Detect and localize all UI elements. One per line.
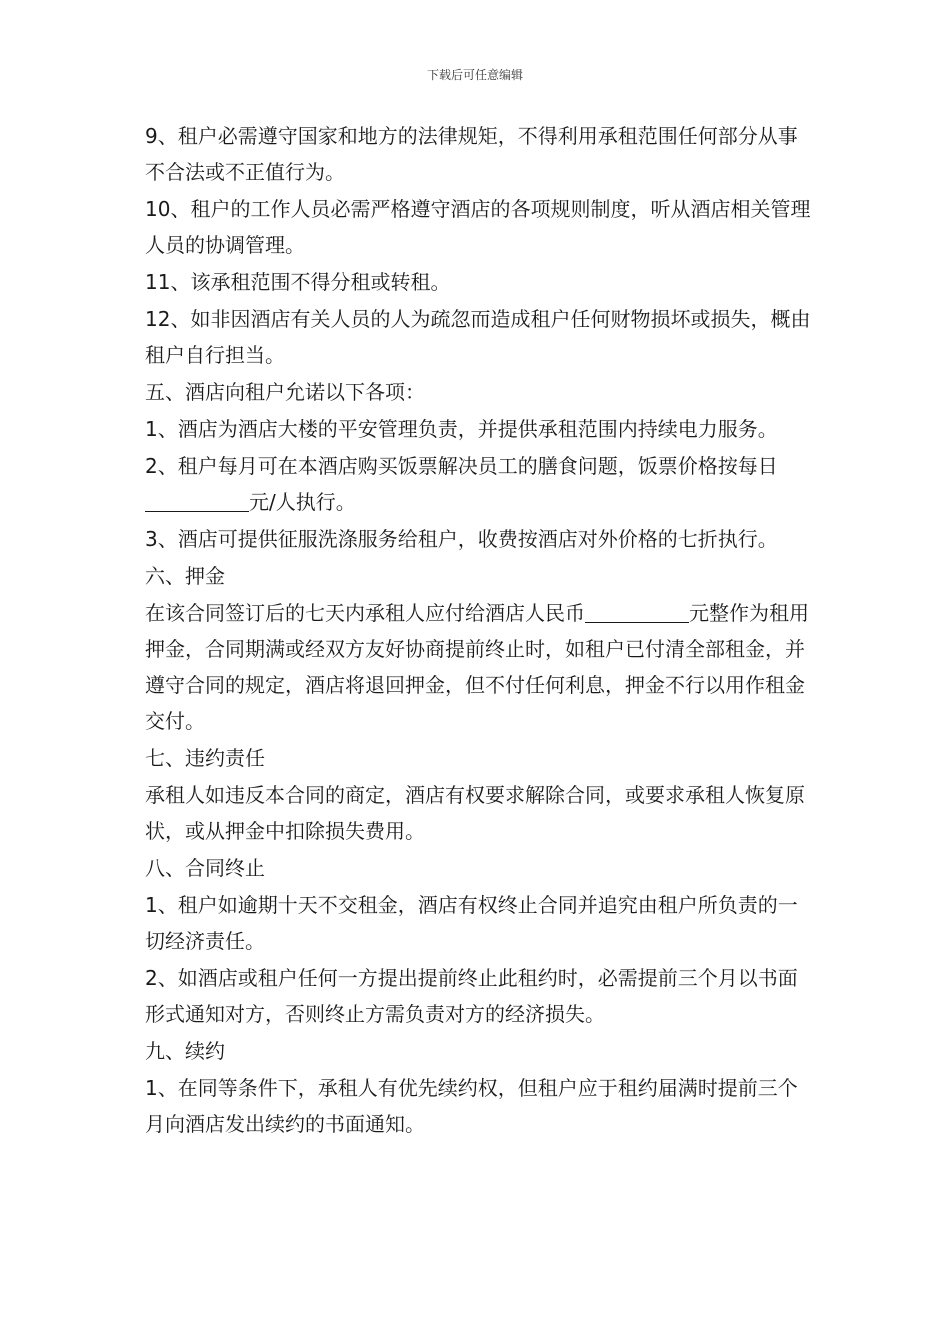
document-body bbox=[145, 118, 811, 1143]
clause-text-tail: 元整作为租用押金，合同期满或经双方友好协商提前终止时，如租户已付清全部租金，并遵守合同的规定，酒店将退回押金，但不付任何利息，押金不行以用作租金交付。 bbox=[145, 601, 809, 733]
clause-5-1 bbox=[145, 411, 811, 447]
clause-text: 1、租户如逾期十天不交租金，酒店有权终止合同并追究由租户所负责的一切经济责任。 bbox=[145, 893, 798, 953]
clause-text: 2、如酒店或租户任何一方提出提前终止此租约时，必需提前三个月以书面形式通知对方，否则终止方需负责对方的经济损失。 bbox=[145, 966, 798, 1026]
clause-text: 1、在同等条件下，承租人有优先续约权，但租户应于租约届满时提前三个月向酒店发出续约的书面通知。 bbox=[145, 1076, 798, 1136]
clause-8-2 bbox=[145, 960, 811, 1032]
meal-price-blank bbox=[145, 491, 249, 512]
clause-text: 9、租户必需遵守国家和地方的法律规矩，不得利用承租范围任何部分从事不合法或不正值行为。 bbox=[145, 124, 798, 184]
heading-text: 八、合同终止 bbox=[145, 856, 265, 880]
clause-text: 10、租户的工作人员必需严格遵守酒店的各项规则制度，听从酒店相关管理人员的协调管理。 bbox=[145, 197, 811, 257]
clause-text: 11、该承租范围不得分租或转租。 bbox=[145, 270, 451, 294]
clause-9-1 bbox=[145, 1070, 811, 1142]
clause-9 bbox=[145, 118, 811, 190]
deposit-amount-blank bbox=[585, 602, 689, 623]
clause-text-tail: 元/人执行。 bbox=[249, 490, 356, 514]
section-heading-9 bbox=[145, 1033, 811, 1069]
section-heading-8 bbox=[145, 850, 811, 886]
clause-5-3 bbox=[145, 521, 811, 557]
clause-text: 1、酒店为酒店大楼的平安管理负责，并提供承租范围内持续电力服务。 bbox=[145, 417, 778, 441]
section-heading-6 bbox=[145, 558, 811, 594]
heading-text: 七、违约责任 bbox=[145, 746, 265, 770]
heading-text: 九、续约 bbox=[145, 1039, 225, 1063]
clause-11 bbox=[145, 264, 811, 300]
clause-text: 2、租户每月可在本酒店购买饭票解决员工的膳食问题，饭票价格按每日 bbox=[145, 454, 778, 478]
heading-text: 六、押金 bbox=[145, 564, 225, 588]
page-header: 下载后可任意编辑 bbox=[426, 68, 523, 82]
heading-text: 五、酒店向租户允诺以下各项： bbox=[145, 380, 425, 404]
section-heading-7 bbox=[145, 740, 811, 776]
clause-10 bbox=[145, 191, 811, 263]
clause-text: 在该合同签订后的七天内承租人应付给酒店人民币 bbox=[145, 601, 585, 625]
clause-text: 12、如非因酒店有关人员的人为疏忽而造成租户任何财物损坏或损失，概由租户自行担当。 bbox=[145, 307, 811, 367]
section-heading-5 bbox=[145, 374, 811, 410]
clause-text: 3、酒店可提供征服洗涤服务给租户，收费按酒店对外价格的七折执行。 bbox=[145, 527, 778, 551]
clause-8-1 bbox=[145, 887, 811, 959]
clause-text: 承租人如违反本合同的商定，酒店有权要求解除合同，或要求承租人恢复原状，或从押金中扣除损失费用。 bbox=[145, 783, 805, 843]
clause-12 bbox=[145, 301, 811, 373]
deposit-clause bbox=[145, 595, 811, 739]
breach-clause bbox=[145, 777, 811, 849]
clause-5-2 bbox=[145, 448, 811, 520]
